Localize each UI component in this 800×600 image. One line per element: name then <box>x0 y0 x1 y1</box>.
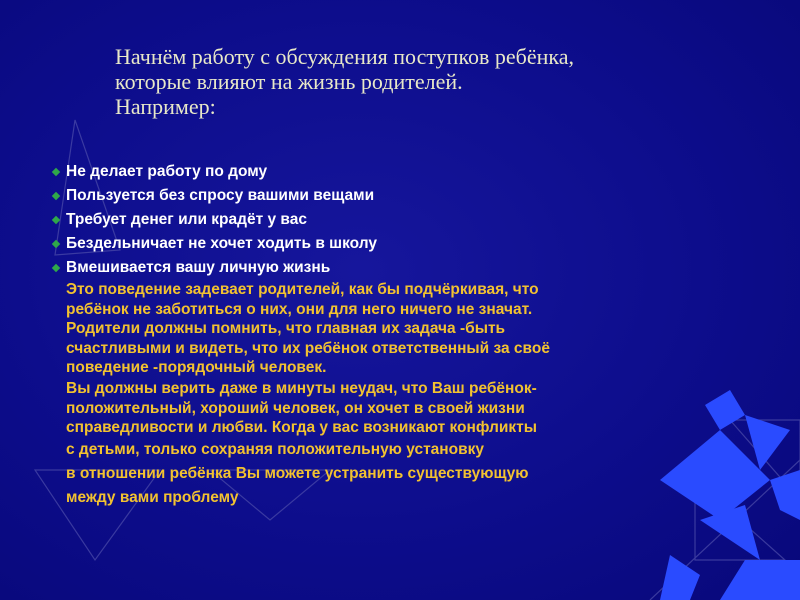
paragraph-line: с детьми, только сохраняя положительную установку <box>66 440 485 458</box>
title-line: Начнём работу с обсуждения поступков ребёнка, <box>115 44 575 69</box>
advice-paragraph <box>66 379 537 510</box>
title-line: которые влияют на жизнь родителей. <box>115 69 463 94</box>
list-item-text: Бездельничает не хочет ходить в школу <box>66 235 377 252</box>
list-item <box>52 208 377 232</box>
paragraph-line: поведение -порядочный человек. <box>66 359 327 376</box>
paragraph-line: ребёнок не заботиться о них, они для него ничего не значат. <box>66 300 533 318</box>
explanation-paragraph <box>66 280 550 378</box>
list-item <box>52 160 377 184</box>
list-item-text: Вмешивается вашу личную жизнь <box>66 259 331 276</box>
tangram-piece-7 <box>660 555 700 600</box>
paragraph-line: положительный, хороший человек, он хочет в своей жизни <box>66 399 525 417</box>
list-item <box>52 232 377 256</box>
paragraph-line: Это поведение задевает родителей, как бы подчёркивая, что <box>66 281 539 298</box>
behavior-list <box>52 160 377 280</box>
paragraph-line: в отношении ребёнка Вы можете устранить существующую <box>66 464 529 482</box>
slide-title <box>115 44 755 119</box>
tangram-piece-5 <box>700 505 760 560</box>
paragraph-line: Родители должны помнить, что главная их задача -быть <box>66 320 506 337</box>
tangram-piece-4 <box>770 470 800 520</box>
tangram-piece-1 <box>705 390 745 430</box>
tangram-piece-6 <box>720 560 800 600</box>
diamond-bullet-icon <box>52 168 60 176</box>
paragraph-line: счастливыми и видеть, что их ребёнок ответственный за своё <box>66 339 550 357</box>
paragraph-line: между вами проблему <box>66 488 239 506</box>
list-item <box>52 184 377 208</box>
diamond-bullet-icon <box>52 192 60 200</box>
paragraph-line: справедливости и любви. Когда у вас возникают конфликты <box>66 419 538 436</box>
diamond-bullet-icon <box>52 240 60 248</box>
tangram-figure <box>660 390 800 600</box>
list-item-text: Пользуется без спросу вашими вещами <box>66 187 375 204</box>
diamond-bullet-icon <box>52 264 60 272</box>
list-item-text: Требует денег или крадёт у вас <box>66 211 307 228</box>
diamond-bullet-icon <box>52 216 60 224</box>
list-item-text: Не делает работу по дому <box>66 163 268 180</box>
title-line: Например: <box>115 94 216 119</box>
paragraph-line: Вы должны верить даже в минуты неудач, что Ваш ребёнок- <box>66 380 537 397</box>
list-item <box>52 256 377 280</box>
